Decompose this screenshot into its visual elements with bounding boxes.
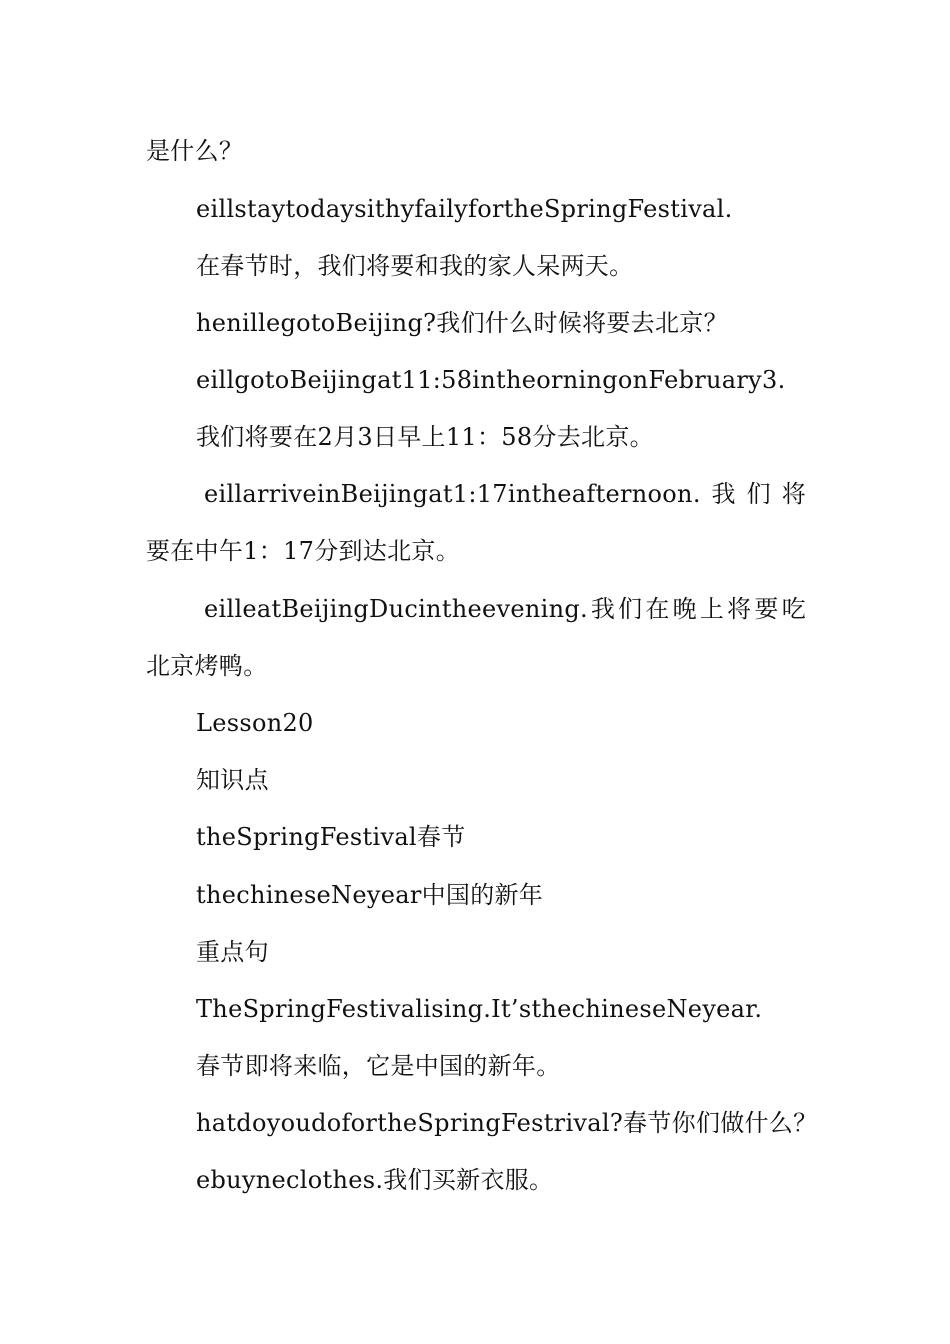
text-line: 要在中午1：17分到达北京。 (146, 537, 461, 565)
text-line: 北京烤鸭。 (146, 652, 268, 680)
text-line: eillgotoBeijingat11:58intheorningonFebruary3. (196, 366, 786, 394)
text-line: TheSpringFestivalising.It’sthechineseNeyear. (196, 995, 763, 1023)
text-line: thechineseNeyear中国的新年 (196, 881, 544, 909)
section-heading: 重点句 (196, 938, 269, 966)
text-line: 是什么？ (146, 137, 244, 165)
text-line: theSpringFestival春节 (196, 823, 466, 851)
section-heading: 知识点 (196, 766, 269, 794)
text-line: hatdoyoudofortheSpringFestrival?春节你们做什么？ (196, 1109, 818, 1137)
text-line: 在春节时，我们将要和我的家人呆两天。 (196, 252, 634, 280)
text-line: eillarriveinBeijingat1:17intheafternoon.我们将 (204, 480, 806, 508)
text-line: henillegotoBeijing?我们什么时候将要去北京？ (196, 309, 728, 337)
text-line: ebuyneclothes.我们买新衣服。 (196, 1166, 554, 1194)
text-line: 我们将要在2月3日早上11：58分去北京。 (196, 423, 654, 451)
text-line: eilleatBeijingDucintheevening.我们在晚上将要吃 (204, 595, 806, 623)
lesson-heading: Lesson20 (196, 709, 314, 737)
text-line: eillstaytodaysithyfailyfortheSpringFestival. (196, 195, 733, 223)
text-line: 春节即将来临，它是中国的新年。 (196, 1052, 561, 1080)
